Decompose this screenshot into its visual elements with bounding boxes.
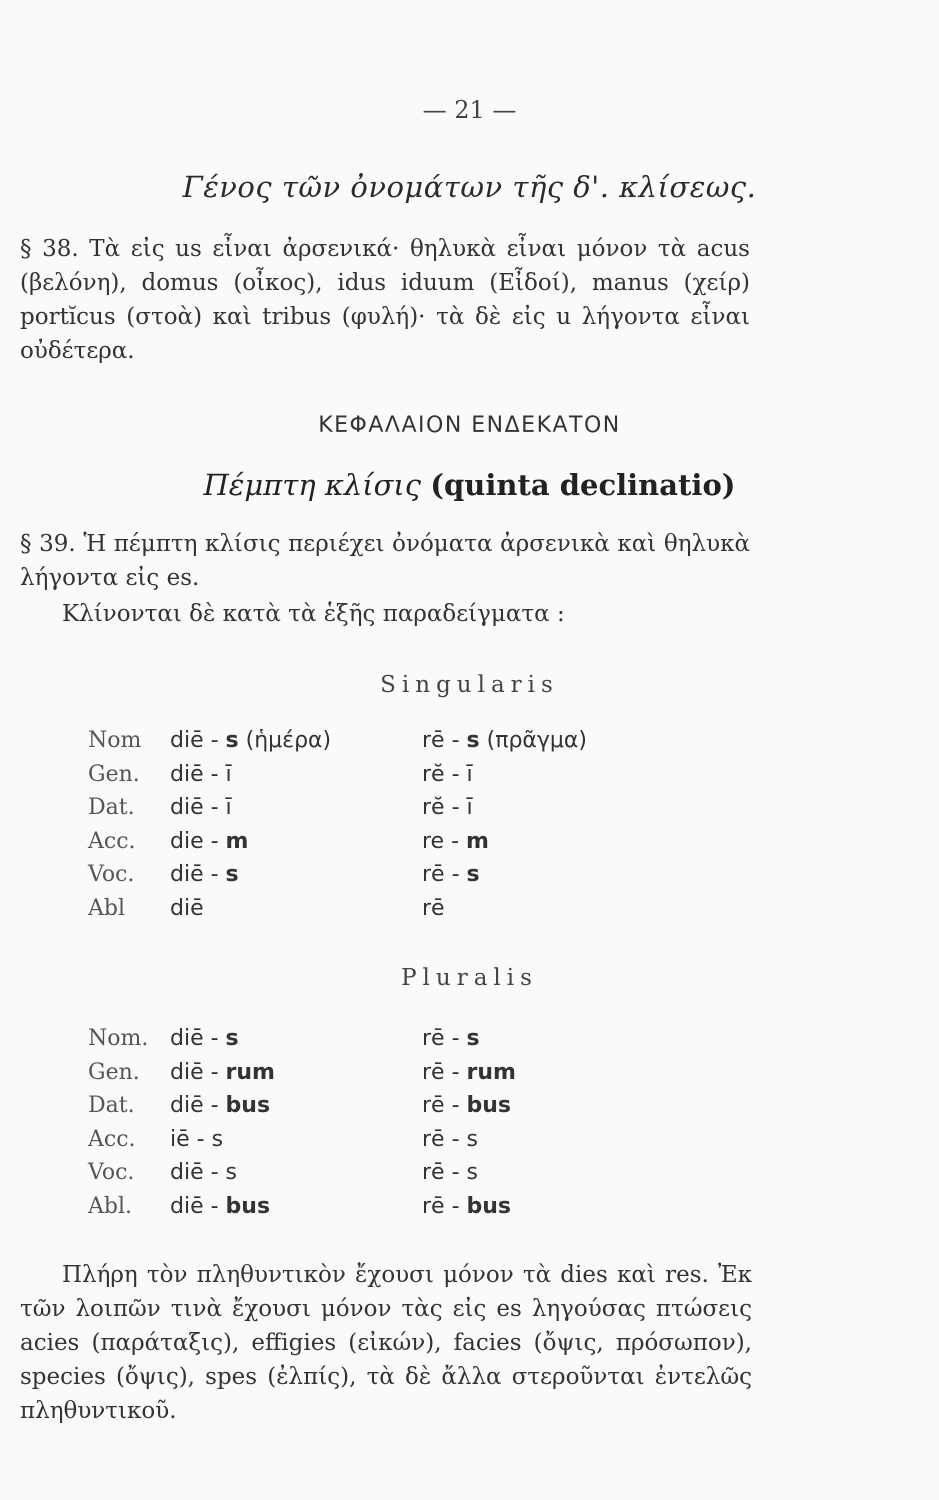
- paragraph-39b-text: Κλίνονται δὲ κατὰ τὰ ἑξῆς παραδείγματα :: [62, 601, 565, 627]
- form-ending: s: [225, 862, 239, 887]
- form-ending: s: [466, 1126, 478, 1152]
- case-label: Acc.: [88, 1126, 136, 1152]
- form-ending: ī: [466, 795, 473, 820]
- form-stem: diē -: [170, 795, 226, 820]
- dies-form: [170, 728, 331, 753]
- form-ending: bus: [466, 1193, 512, 1219]
- res-form: [422, 862, 480, 887]
- form-ending: s: [225, 1160, 238, 1185]
- res-form: [422, 896, 445, 921]
- section-title: Γένος τῶν ὀνομάτων τῆς δ'. κλίσεως.: [182, 170, 757, 204]
- form-stem: die -: [170, 828, 226, 854]
- form-stem: rē -: [422, 1026, 467, 1051]
- form-stem: rē -: [422, 862, 467, 887]
- case-label: Dat.: [88, 1093, 135, 1118]
- form-ending: s: [466, 728, 480, 753]
- form-ending: rum: [225, 1059, 275, 1085]
- form-stem: rē -: [422, 1160, 467, 1185]
- chapter-heading: ΚΕΦΑΛΑΙΟΝ ΕΝΔΕΚΑΤΟΝ: [318, 413, 621, 438]
- pluralis-label: Pluralis: [401, 965, 538, 991]
- declension-title: [0, 468, 939, 502]
- form-stem: rē: [422, 895, 445, 921]
- res-form: [422, 1026, 480, 1051]
- form-ending: ī: [466, 761, 473, 787]
- form-stem: diē -: [170, 862, 226, 887]
- paragraph-39b: [62, 597, 762, 631]
- form-stem: rē -: [422, 1193, 467, 1219]
- dies-form: [170, 896, 204, 921]
- paragraph-38-text: § 38. Τὰ εἰς us εἶναι ἀρσενικά· θηλυκὰ εἶναι μόνον τὰ acus (βελόνη), domus (οἶκος), idus iduum (Εἶδοί), manus (χείρ) portĭcus (στοὰ) καὶ tribus (φυλή)· τὰ δὲ εἰς u λήγοντα εἶναι οὐδέτερα.: [20, 236, 750, 364]
- form-stem: diē -: [170, 761, 226, 787]
- res-form: [422, 1160, 478, 1185]
- form-ending: s: [466, 1026, 480, 1051]
- case-label: Gen.: [88, 1059, 140, 1085]
- declension-title-greek: Πέμπτη κλίσις: [203, 468, 422, 502]
- form-ending: s: [466, 862, 480, 887]
- paragraph-39: [20, 527, 750, 595]
- dies-form: [170, 1026, 239, 1051]
- dies-form: [170, 829, 248, 854]
- form-ending: s: [225, 728, 239, 753]
- form-ending: ī: [225, 795, 232, 820]
- case-label: Nom: [88, 728, 142, 753]
- case-label: Voc.: [88, 1160, 135, 1185]
- res-form: [422, 1093, 511, 1118]
- form-ending: m: [225, 828, 249, 854]
- form-stem: re -: [422, 828, 467, 854]
- dies-form: [170, 1060, 275, 1085]
- form-stem: rē -: [422, 1126, 467, 1152]
- case-label: Dat.: [88, 795, 135, 820]
- paragraph-39-text: § 39. Ἡ πέμπτη κλίσις περιέχει ὀνόματα ἀρσενικὰ καὶ θηλυκὰ λήγοντα εἰς es.: [20, 531, 750, 591]
- closing-note-text: Πλήρη τὸν πληθυντικὸν ἔχουσι μόνον τὰ dies καὶ res. Ἐκ τῶν λοιπῶν τινὰ ἔχουσι μόνον τὰς εἰς es ληγούσας πτώσεις acies (παράταξις), effigies (εἰκών), facies (ὄψις, πρόσωπον), species (ὄψις), spes (ἐλπίς), τὰ δὲ ἄλλα στεροῦνται ἐντελῶς πληθυντικοῦ.: [20, 1262, 752, 1424]
- form-stem: diē -: [170, 1026, 226, 1051]
- form-stem: rē -: [422, 1093, 467, 1118]
- res-form: [422, 728, 587, 753]
- dies-form: [170, 1093, 270, 1118]
- form-ending: bus: [466, 1093, 512, 1118]
- form-stem: iē -: [170, 1126, 212, 1152]
- dies-form: [170, 1127, 223, 1152]
- form-ending: s: [225, 1026, 239, 1051]
- form-stem: diē -: [170, 728, 226, 753]
- res-form: [422, 829, 489, 854]
- paragraph-38: [20, 232, 750, 368]
- form-ending: bus: [225, 1093, 271, 1118]
- form-stem: rē -: [422, 728, 467, 753]
- case-label: Gen.: [88, 761, 140, 787]
- case-label: Nom.: [88, 1026, 149, 1051]
- form-stem: diē -: [170, 1160, 226, 1185]
- declension-title-latin: (quinta declinatio): [430, 468, 736, 502]
- form-stem: diē -: [170, 1059, 226, 1085]
- form-ending: rum: [466, 1059, 516, 1085]
- case-label: Voc.: [88, 862, 135, 887]
- res-form: [422, 795, 473, 820]
- res-form: [422, 762, 473, 787]
- form-stem: diē -: [170, 1093, 226, 1118]
- dies-form: [170, 862, 239, 887]
- form-ending: m: [466, 828, 489, 854]
- form-stem: diē -: [170, 1193, 226, 1219]
- form-stem: diē: [170, 895, 204, 921]
- form-ending: bus: [225, 1193, 271, 1219]
- form-stem: rĕ -: [422, 761, 467, 787]
- case-label: Acc.: [88, 828, 136, 854]
- res-form: [422, 1060, 516, 1085]
- dies-form: [170, 795, 232, 820]
- form-gloss: (ἡμέρα): [238, 728, 332, 753]
- res-form: [422, 1127, 478, 1152]
- case-label: Abl: [88, 895, 126, 921]
- form-stem: rĕ -: [422, 795, 467, 820]
- form-stem: rē -: [422, 1059, 467, 1085]
- form-gloss: (πρᾶγμα): [479, 728, 588, 753]
- dies-form: [170, 1194, 270, 1219]
- form-ending: s: [211, 1126, 224, 1152]
- dies-form: [170, 1160, 237, 1185]
- singularis-label: Singularis: [380, 672, 559, 698]
- closing-note: [20, 1258, 752, 1428]
- case-label: Abl.: [88, 1193, 132, 1219]
- res-form: [422, 1194, 511, 1219]
- form-ending: s: [466, 1160, 478, 1185]
- dies-form: [170, 762, 232, 787]
- page-number: — 21 —: [422, 96, 517, 124]
- form-ending: ī: [225, 761, 232, 787]
